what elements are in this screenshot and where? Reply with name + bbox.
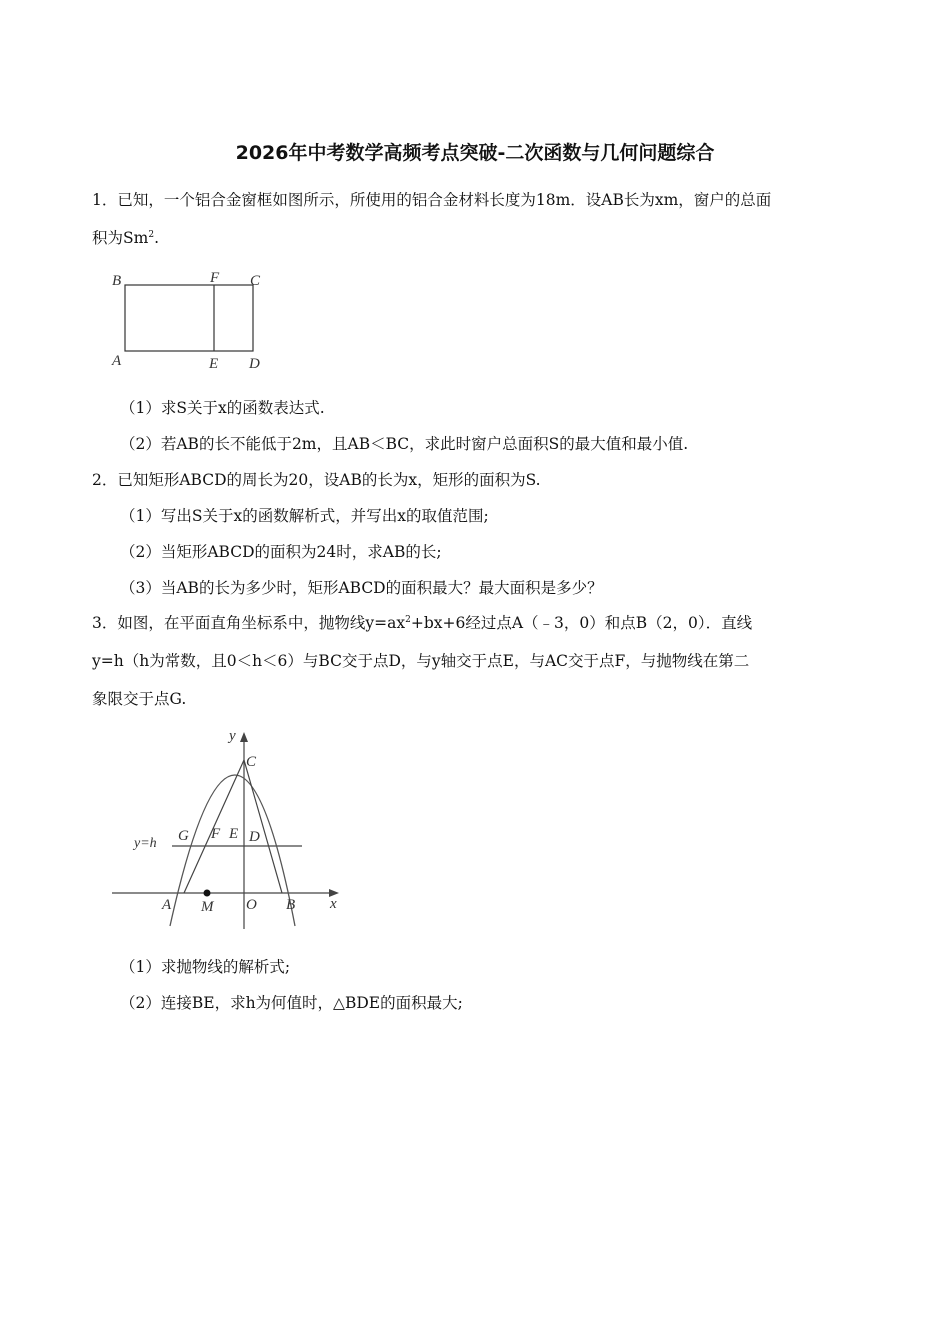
q2-sub2: （2）当矩形ABCD的面积为24时，求AB的长; [120,543,442,561]
label-B: B [286,897,296,913]
parabola-curve [170,775,295,926]
point-M [204,890,211,897]
label-E: E [209,356,219,372]
window-frame [125,285,253,351]
q3-sub1: （1）求抛物线的解析式; [120,958,291,976]
label-C: C [246,754,257,770]
label-x: x [330,896,337,912]
label-F: F [210,270,220,286]
q2-text-line1: 2．已知矩形ABCD的周长为20，设AB的长为x，矩形的面积为S. [92,471,541,489]
page-title: 2026年中考数学高频考点突破-二次函数与几何问题综合 [235,142,715,164]
label-A: A [112,353,122,369]
label-C: C [250,273,261,289]
q3-text-line1: 3．如图，在平面直角坐标系中，抛物线$y=ax^2+bx+6$经过点A（﹣3，0）和点B（2，0）．直线 [92,614,753,632]
q2-sub3: （3）当AB的长为多少时，矩形ABCD的面积最大？最大面积是多少？ [120,579,603,597]
q3-parabola-figure [110,724,350,934]
label-A: A [162,897,172,913]
label-M: M [201,899,214,915]
q3-text-line2: y=h（h为常数，且0＜h＜6）与BC交于点D，与y轴交于点E，与AC交于点F，与抛物线在第二 [92,652,750,670]
q1-sub2: （2）若AB的长不能低于2m，且AB＜BC，求此时窗户总面积S的最大值和最小值. [120,435,689,453]
label-G: G [178,828,189,844]
label-D: D [249,829,260,845]
q1-sub1: （1）求S关于x的函数表达式. [120,399,325,417]
label-y-equals-h: y=h [134,836,157,851]
q2-sub1: （1）写出S关于x的函数解析式，并写出x的取值范围; [120,507,489,525]
q1-text-line2: 积为Sm$^2$. [92,229,159,247]
q1-text-line1: 1．已知，一个铝合金窗框如图所示，所使用的铝合金材料长度为18m．设AB长为xm，窗户的总面 [92,191,772,209]
label-D: D [249,356,260,372]
segment-BC [244,760,282,893]
q3-sub2: （2）连接BE，求h为何值时，△BDE的面积最大; [120,994,463,1012]
label-F: F [211,826,221,842]
q3-text-line3: 象限交于点G. [92,690,187,708]
y-axis-arrow [240,732,248,742]
label-O: O [246,897,257,913]
q1-window-figure [108,266,268,374]
label-E: E [229,826,239,842]
label-y: y [229,728,236,744]
label-B: B [112,273,122,289]
